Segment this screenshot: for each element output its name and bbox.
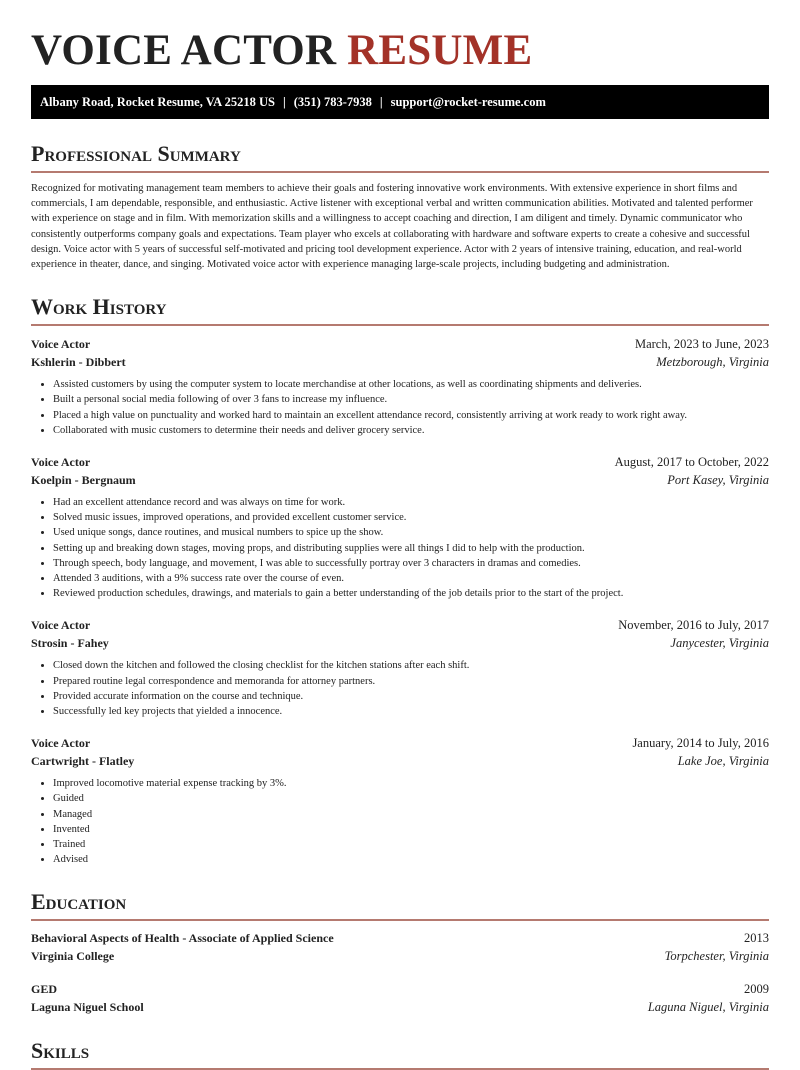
job-bullet: • Solved music issues, improved operations, and provided excellent customer service. (53, 510, 769, 525)
job-bullet: • Prepared routine legal correspondence and memoranda for attorney partners. (53, 674, 769, 689)
education-year: 2013 (744, 931, 769, 946)
job-bullet: • Attended 3 auditions, with a 9% success rate over the course of even. (53, 571, 769, 586)
contact-address: Albany Road, Rocket Resume, VA 25218 US (40, 95, 275, 109)
education-heading: Education (31, 889, 769, 921)
job-company-row (31, 752, 769, 770)
job-company: Koelpin - Bergnaum (31, 473, 136, 488)
contact-separator: | (282, 95, 286, 109)
job-entry (31, 734, 769, 867)
job-title: Voice Actor (31, 337, 91, 352)
job-bullet: • Trained (53, 837, 769, 852)
job-company: Cartwright - Flatley (31, 754, 135, 769)
education-entry (31, 980, 769, 1016)
job-dates: August, 2017 to October, 2022 (614, 455, 769, 470)
job-bullet: • Guided (53, 791, 769, 806)
job-title-row (31, 616, 769, 634)
job-title: Voice Actor (31, 455, 91, 470)
job-entry (31, 453, 769, 601)
job-company-row (31, 353, 769, 371)
job-location: Metzborough, Virginia (656, 355, 769, 370)
job-company: Strosin - Fahey (31, 636, 109, 651)
job-location: Port Kasey, Virginia (667, 473, 769, 488)
job-title-row (31, 453, 769, 471)
job-bullet: • Reviewed production schedules, drawings, and materials to gain a better understanding of the job details prior to the start of the project. (53, 586, 769, 601)
education-entry (31, 929, 769, 965)
education-location: Torpchester, Virginia (664, 949, 769, 964)
job-bullet: • Had an excellent attendance record and was always on time for work. (53, 495, 769, 510)
job-bullets (31, 495, 769, 601)
job-bullet: • Used unique songs, dance routines, and musical numbers to spice up the show. (53, 525, 769, 540)
job-bullets (31, 776, 769, 867)
job-company-row (31, 634, 769, 652)
job-dates: March, 2023 to June, 2023 (634, 337, 769, 352)
resume-page (31, 0, 769, 1070)
work-history-list (31, 335, 769, 867)
job-title: Voice Actor (31, 618, 91, 633)
education-school-row (31, 947, 769, 965)
summary-text: Recognized for motivating management team members to achieve their goals and fostering innovative work environments. With extensive experience in short films and commercials, I am dependable, responsible, and enthusiastic. Active listener with exceptional verbal and written communication abilities. Motivated and talented performer with experience on stage and in film. With memorization skills and a willingness to accept coaching and direction, I am diligent and timely. Dynamic communicator who consistently outperforms company goals and expectations. Team player who excels at collaborating with hardware and software experts to create a cohesive and successful design. Voice actor with 5 years of successful self-motivated and pricing tool development experience. Actor with 2 years of intensive training, education, and real-world experience in theater, dance, and singing. Motivated voice actor with experience managing large-scale projects, including budgeting and administration. (31, 183, 753, 271)
job-bullet: • Through speech, body language, and movement, I was able to successfully portray over 3 characters in dramas and comedies. (53, 556, 769, 571)
job-bullet: • Placed a high value on punctuality and worked hard to maintain an excellent attendance record, consistently arriving at work ready to work right away. (53, 408, 769, 423)
job-title: Voice Actor (31, 736, 91, 751)
job-title-row (31, 734, 769, 752)
job-bullets (31, 377, 769, 438)
education-degree-row (31, 980, 769, 998)
job-bullets (31, 658, 769, 719)
title-accent: RESUME (347, 27, 533, 74)
job-bullet: • Collaborated with music customers to determine their needs and deliver grocery service. (53, 423, 769, 438)
job-title-row (31, 335, 769, 353)
job-bullet: • Invented (53, 822, 769, 837)
education-degree: GED (31, 982, 58, 997)
job-location: Lake Joe, Virginia (677, 754, 769, 769)
contact-bar (31, 85, 769, 119)
job-entry (31, 616, 769, 719)
contact-separator: | (379, 95, 383, 109)
title-main: VOICE ACTOR (31, 27, 337, 74)
job-bullet: • Managed (53, 807, 769, 822)
job-bullet: • Advised (53, 852, 769, 867)
job-dates: November, 2016 to July, 2017 (618, 618, 769, 633)
job-location: Janycester, Virginia (670, 636, 769, 651)
work-history-heading: Work History (31, 294, 769, 326)
job-bullet: • Setting up and breaking down stages, moving props, and distributing supplies were all things I did to help with the production. (53, 541, 769, 556)
summary-heading: Professional Summary (31, 141, 769, 173)
job-dates: January, 2014 to July, 2016 (632, 736, 769, 751)
education-degree: Behavioral Aspects of Health - Associate of Applied Science (31, 931, 334, 946)
education-school-row (31, 998, 769, 1016)
job-company: Kshlerin - Dibbert (31, 355, 126, 370)
job-bullet: • Assisted customers by using the computer system to locate merchandise at other locations, as well as coordinating shipments and deliveries. (53, 377, 769, 392)
job-bullet: • Provided accurate information on the course and technique. (53, 689, 769, 704)
education-school: Laguna Niguel School (31, 1000, 144, 1015)
education-location: Laguna Niguel, Virginia (647, 1000, 769, 1015)
job-bullet: • Closed down the kitchen and followed the closing checklist for the kitchen stations after each shift. (53, 658, 769, 673)
education-degree-row (31, 929, 769, 947)
education-school: Virginia College (31, 949, 115, 964)
contact-email[interactable]: support@rocket-resume.com (390, 95, 546, 109)
skills-heading: Skills (31, 1038, 769, 1070)
job-bullet: • Successfully led key projects that yielded a innocence. (53, 704, 769, 719)
job-company-row (31, 471, 769, 489)
resume-title (31, 0, 769, 79)
job-bullet: • Built a personal social media following of over 3 fans to increase my influence. (53, 392, 769, 407)
education-list (31, 929, 769, 1016)
education-year: 2009 (744, 982, 769, 997)
job-entry (31, 335, 769, 438)
contact-phone: (351) 783-7938 (293, 95, 372, 109)
job-bullet: • Improved locomotive material expense tracking by 3%. (53, 776, 769, 791)
